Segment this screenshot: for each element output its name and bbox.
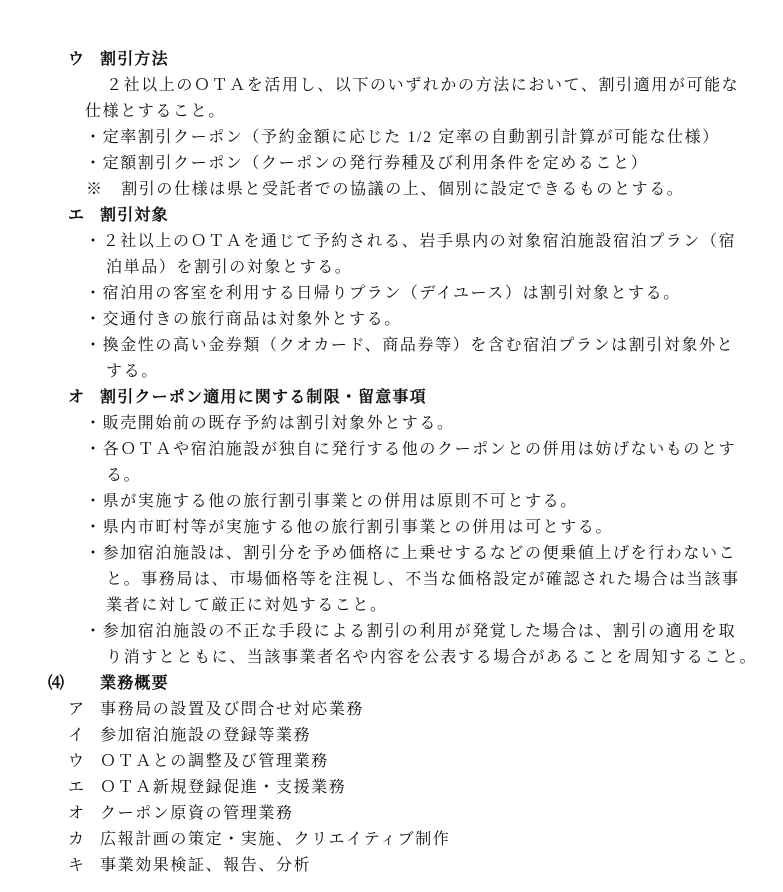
heading-title: 割引クーポン適用に関する制限・留意事項	[100, 389, 427, 406]
bullet-continuation: る。	[106, 467, 142, 484]
bullet-item: ・宿泊用の客室を利用する日帰りプラン（デイユース）は割引対象とする。	[85, 285, 681, 302]
item-text: ＯＴＡとの調整及び管理業務	[100, 753, 329, 770]
item-marker: カ	[68, 831, 86, 848]
outline-item	[68, 778, 346, 798]
item-text: 事務局の設置及び問合せ対応業務	[100, 701, 365, 718]
bullet-item: ・県内市町村等が実施する他の旅行割引事業との併用は可とする。	[85, 519, 614, 536]
item-text: 参加宿泊施設の登録等業務	[100, 727, 312, 744]
item-text: 事業効果検証、報告、分析	[100, 857, 312, 874]
bullet-item: ・販売開始前の既存予約は割引対象外とする。	[85, 415, 455, 432]
paragraph-line: ２社以上のＯＴＡを活用し、以下のいずれかの方法において、割引適用が可能な	[106, 77, 740, 94]
heading-marker: ⑷	[48, 675, 66, 692]
item-marker: ア	[68, 701, 86, 718]
heading-marker: ウ	[68, 51, 86, 68]
heading-marker: エ	[68, 207, 86, 224]
item-marker: キ	[68, 857, 86, 874]
bullet-continuation: り消すとともに、当該事業者名や内容を公表する場合があることを周知すること。	[106, 649, 758, 666]
heading-marker: オ	[68, 389, 86, 406]
heading-title: 業務概要	[100, 675, 169, 692]
section-heading-u	[68, 50, 169, 70]
section-heading-e	[68, 206, 169, 226]
bullet-item: ・交通付きの旅行商品は対象外とする。	[85, 311, 402, 328]
section-heading-4	[48, 674, 169, 694]
item-text: 広報計画の策定・実施、クリエイティブ制作	[100, 831, 451, 848]
item-marker: エ	[68, 779, 86, 796]
bullet-item: ・定額割引クーポン（クーポンの発行券種及び利用条件を定めること）	[85, 155, 649, 172]
item-text: ＯＴＡ新規登録促進・支援業務	[100, 779, 347, 796]
item-text: クーポン原資の管理業務	[100, 805, 294, 822]
item-marker: ウ	[68, 753, 86, 770]
heading-title: 割引対象	[100, 207, 169, 224]
note-line: ※ 割引の仕様は県と受託者での協議の上、個別に設定できるものとする。	[86, 181, 685, 198]
bullet-item: ・各ＯＴＡや宿泊施設が独自に発行する他のクーポンとの併用は妨げないものとす	[85, 441, 737, 458]
bullet-item: ・県が実施する他の旅行割引事業との併用は原則不可とする。	[85, 493, 578, 510]
outline-item	[68, 804, 294, 824]
bullet-item: ・定率割引クーポン（予約金額に応じた 1/2 定率の自動割引計算が可能な仕様）	[85, 129, 720, 146]
section-heading-o	[68, 388, 427, 408]
paragraph-line: 仕様とすること。	[85, 103, 226, 120]
heading-title: 割引方法	[100, 51, 169, 68]
bullet-continuation: する。	[106, 363, 159, 380]
bullet-item: ・換金性の高い金券類（クオカード、商品券等）を含む宿泊プランは割引対象外と	[85, 337, 735, 354]
outline-item	[68, 726, 311, 746]
outline-item	[68, 830, 450, 850]
outline-item	[68, 752, 329, 772]
bullet-item: ・参加宿泊施設は、割引分を予め価格に上乗せするなどの便乗値上げを行わないこ	[85, 545, 737, 562]
bullet-continuation: と。事務局は、市場価格等を注視し、不当な価格設定が確認された場合は当該事	[106, 571, 740, 588]
item-marker: オ	[68, 805, 86, 822]
outline-item	[68, 700, 364, 720]
bullet-item: ・参加宿泊施設の不正な手段による割引の利用が発覚した場合は、割引の適用を取	[85, 623, 737, 640]
item-marker: イ	[68, 727, 86, 744]
bullet-continuation: 業者に対して厳正に対処すること。	[106, 597, 388, 614]
bullet-item: ・２社以上のＯＴＡを通じて予約される、岩手県内の対象宿泊施設宿泊プラン（宿	[85, 233, 737, 250]
outline-item	[68, 856, 311, 876]
bullet-continuation: 泊単品）を割引の対象とする。	[106, 259, 353, 276]
